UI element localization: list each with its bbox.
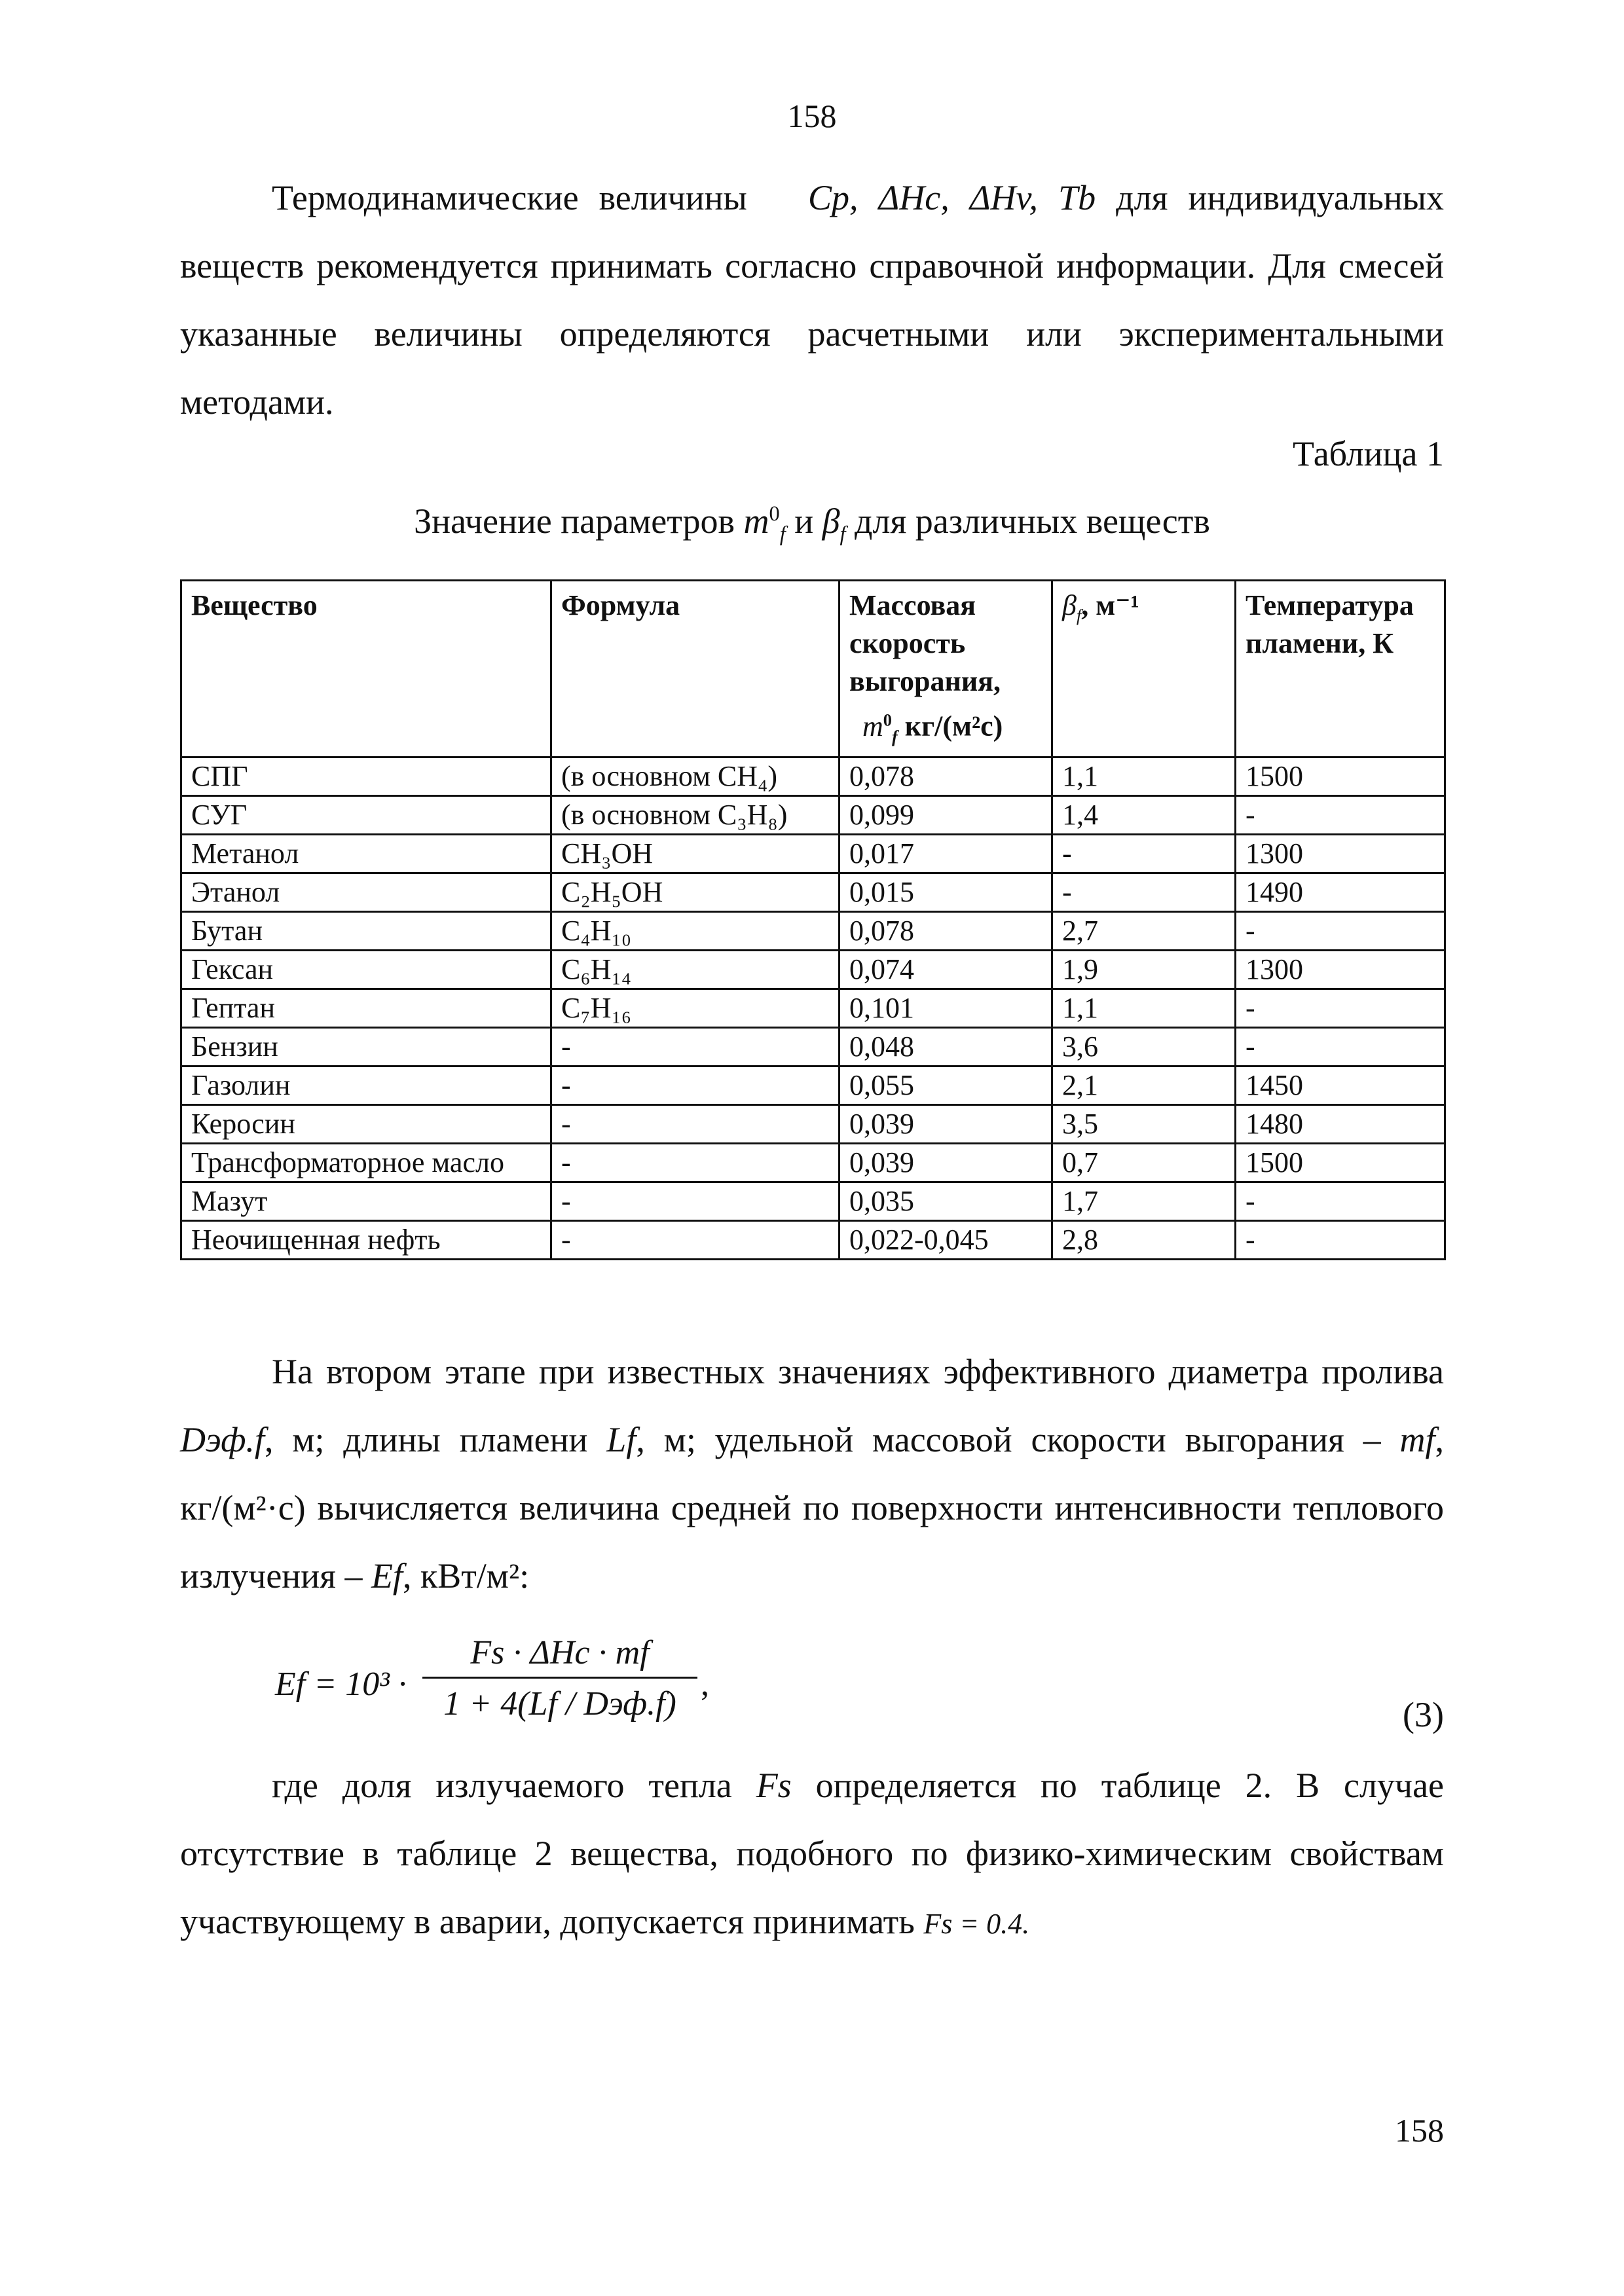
- page-number-top: 158: [787, 98, 837, 134]
- cell-temperature: 1450: [1236, 1066, 1445, 1105]
- formula-numerator: Fs · ΔHc · mf: [470, 1634, 650, 1671]
- cell-formula: -: [551, 1028, 840, 1066]
- cell-formula: C₂H₅OH: [551, 873, 840, 912]
- table-row: [181, 873, 1445, 912]
- p2-text-3: , м; удельной массовой скорости выгорания –: [636, 1420, 1381, 1459]
- cell-temperature: -: [1236, 1221, 1445, 1260]
- cell-temperature: -: [1236, 1028, 1445, 1066]
- cell-temperature: -: [1236, 796, 1445, 835]
- intro-text-start: Термодинамические величины: [272, 178, 747, 217]
- cell-beta: 1,9: [1052, 951, 1236, 989]
- cell-mass-rate: 0,101: [840, 989, 1052, 1028]
- cell-substance: Бензин: [181, 1028, 551, 1066]
- table-row: [181, 1182, 1445, 1221]
- cell-mass-rate: 0,017: [840, 835, 1052, 873]
- formula-3: [275, 1633, 930, 1732]
- cell-temperature: 1490: [1236, 873, 1445, 912]
- substances-table: [180, 579, 1446, 1260]
- cell-temperature: 1480: [1236, 1105, 1445, 1144]
- cell-temperature: -: [1236, 912, 1445, 951]
- formula-lhs: Ef = 10³ ·: [275, 1666, 407, 1703]
- cell-substance: Гептан: [181, 989, 551, 1028]
- cell-beta: 1,1: [1052, 757, 1236, 796]
- cell-temperature: 1500: [1236, 1144, 1445, 1182]
- cell-mass-rate: 0,078: [840, 757, 1052, 796]
- cell-formula: -: [551, 1182, 840, 1221]
- cell-mass-rate: 0,035: [840, 1182, 1052, 1221]
- second-paragraph: [180, 1338, 1444, 1610]
- symbol-ef: Ef: [371, 1556, 403, 1595]
- cell-mass-rate: 0,039: [840, 1144, 1052, 1182]
- header-formula: Формула: [551, 581, 840, 757]
- table-row: [181, 757, 1445, 796]
- table-title: Значение параметров $m^0_f$ и $\beta_f$ для различных веществ: [414, 501, 1210, 546]
- formula-denominator: 1 + 4(Lf / Dэф.f): [443, 1685, 676, 1722]
- cell-substance: Трансформаторное масло: [181, 1144, 551, 1182]
- header-mass-rate-label: Массовая скорость выгорания,: [849, 589, 1001, 697]
- cell-beta: 2,8: [1052, 1221, 1236, 1260]
- cell-temperature: 1300: [1236, 835, 1445, 873]
- cell-mass-rate: 0,055: [840, 1066, 1052, 1105]
- header-mass-rate: Массовая скорость выгорания, $m^0_f$ кг/(м²с): [840, 581, 1052, 757]
- cell-substance: СУГ: [181, 796, 551, 835]
- table-row: [181, 989, 1445, 1028]
- cell-formula: -: [551, 1066, 840, 1105]
- p2-text-5: , кВт/м²:: [402, 1556, 530, 1595]
- third-paragraph: [180, 1751, 1444, 1958]
- header-beta-unit: , м⁻¹: [1081, 589, 1139, 621]
- cell-beta: 1,4: [1052, 796, 1236, 835]
- cell-beta: 3,6: [1052, 1028, 1236, 1066]
- cell-mass-rate: 0,022-0,045: [840, 1221, 1052, 1260]
- equation-number: (3): [1403, 1695, 1444, 1734]
- cell-mass-rate: 0,048: [840, 1028, 1052, 1066]
- cell-substance: Газолин: [181, 1066, 551, 1105]
- table-row: [181, 796, 1445, 835]
- table-header-row: [181, 581, 1445, 757]
- cell-formula: CH₃OH: [551, 835, 840, 873]
- cell-beta: 2,1: [1052, 1066, 1236, 1105]
- intro-text-end: для индивидуальных веществ рекомендуется принимать согласно справочной информации. Для смесей указанные величины определяются расчетными или экспериментальными методами.: [180, 178, 1445, 422]
- cell-beta: 1,1: [1052, 989, 1236, 1028]
- cell-mass-rate: 0,074: [840, 951, 1052, 989]
- header-beta: $\beta_f$, м⁻¹: [1052, 581, 1236, 757]
- intro-paragraph: [180, 164, 1444, 436]
- table-title-conj: и: [794, 501, 814, 541]
- symbol-dhc: ΔHc,: [878, 178, 950, 217]
- cell-mass-rate: 0,015: [840, 873, 1052, 912]
- header-mass-rate-unit: кг/(м²с): [904, 710, 1003, 742]
- header-substance: Вещество: [181, 581, 551, 757]
- table-row: [181, 1066, 1445, 1105]
- table-title-prefix: Значение параметров: [414, 501, 735, 541]
- cell-beta: 3,5: [1052, 1105, 1236, 1144]
- cell-substance: Неочищенная нефть: [181, 1221, 551, 1260]
- p3-text-1: где доля излучаемого тепла: [272, 1766, 732, 1805]
- cell-beta: -: [1052, 835, 1236, 873]
- symbol-tb: Tb: [1058, 178, 1096, 217]
- cell-formula: C₇H₁₆: [551, 989, 840, 1028]
- header-temperature: Температура пламени, К: [1236, 581, 1445, 757]
- fraction-bar: [422, 1677, 697, 1679]
- symbol-beta-title: β: [822, 501, 840, 541]
- table-row: [181, 912, 1445, 951]
- table-row: [181, 1028, 1445, 1066]
- cell-temperature: -: [1236, 989, 1445, 1028]
- p2-text-4: , кг/(м²·с) вычисляется величина средней по поверхности интенсивности теплового излучения –: [180, 1420, 1445, 1595]
- p2-text-1: На втором этапе при известных значениях эффективного диаметра пролива: [272, 1352, 1444, 1391]
- table-row: [181, 1221, 1445, 1260]
- symbol-m-title: m: [743, 501, 769, 541]
- symbol-fs: Fs: [756, 1766, 792, 1805]
- cell-formula: (в основном C₃H₈): [551, 796, 840, 835]
- cell-formula: C₆H₁₄: [551, 951, 840, 989]
- cell-formula: -: [551, 1105, 840, 1144]
- symbol-mf: mf: [1399, 1420, 1435, 1459]
- cell-substance: Бутан: [181, 912, 551, 951]
- p2-text-2: , м; длины пламени: [264, 1420, 588, 1459]
- cell-beta: 0,7: [1052, 1144, 1236, 1182]
- cell-substance: Этанол: [181, 873, 551, 912]
- fs-value: Fs = 0.4.: [923, 1908, 1030, 1940]
- cell-substance: Гексан: [181, 951, 551, 989]
- table-caption: Таблица 1: [1293, 434, 1444, 473]
- cell-mass-rate: 0,039: [840, 1105, 1052, 1144]
- symbol-d-eff: Dэф.f: [180, 1420, 265, 1459]
- cell-substance: Метанол: [181, 835, 551, 873]
- cell-mass-rate: 0,099: [840, 796, 1052, 835]
- table-row: [181, 951, 1445, 989]
- cell-formula: (в основном CH₄): [551, 757, 840, 796]
- table-row: [181, 1105, 1445, 1144]
- symbol-dhv: ΔHv,: [969, 178, 1038, 217]
- table-row: [181, 1144, 1445, 1182]
- cell-formula: C₄H₁₀: [551, 912, 840, 951]
- cell-substance: Мазут: [181, 1182, 551, 1221]
- cell-formula: -: [551, 1221, 840, 1260]
- cell-beta: 1,7: [1052, 1182, 1236, 1221]
- cell-substance: СПГ: [181, 757, 551, 796]
- cell-beta: -: [1052, 873, 1236, 912]
- cell-temperature: 1500: [1236, 757, 1445, 796]
- symbol-lf: Lf: [606, 1420, 637, 1459]
- symbol-cp: Cp,: [808, 178, 858, 217]
- cell-temperature: 1300: [1236, 951, 1445, 989]
- p3-text-2: определяется по таблице 2. В случае отсутствие в таблице 2 вещества, подобного по физико-химическим свойствам участвующему в аварии, допускается принимать: [180, 1766, 1445, 1941]
- cell-substance: Керосин: [181, 1105, 551, 1144]
- cell-formula: -: [551, 1144, 840, 1182]
- formula-tail: ,: [701, 1666, 709, 1703]
- table-row: [181, 835, 1445, 873]
- cell-mass-rate: 0,078: [840, 912, 1052, 951]
- cell-temperature: -: [1236, 1182, 1445, 1221]
- cell-beta: 2,7: [1052, 912, 1236, 951]
- table-title-suffix: для различных веществ: [855, 501, 1210, 541]
- page-number-bottom: 158: [1395, 2112, 1444, 2149]
